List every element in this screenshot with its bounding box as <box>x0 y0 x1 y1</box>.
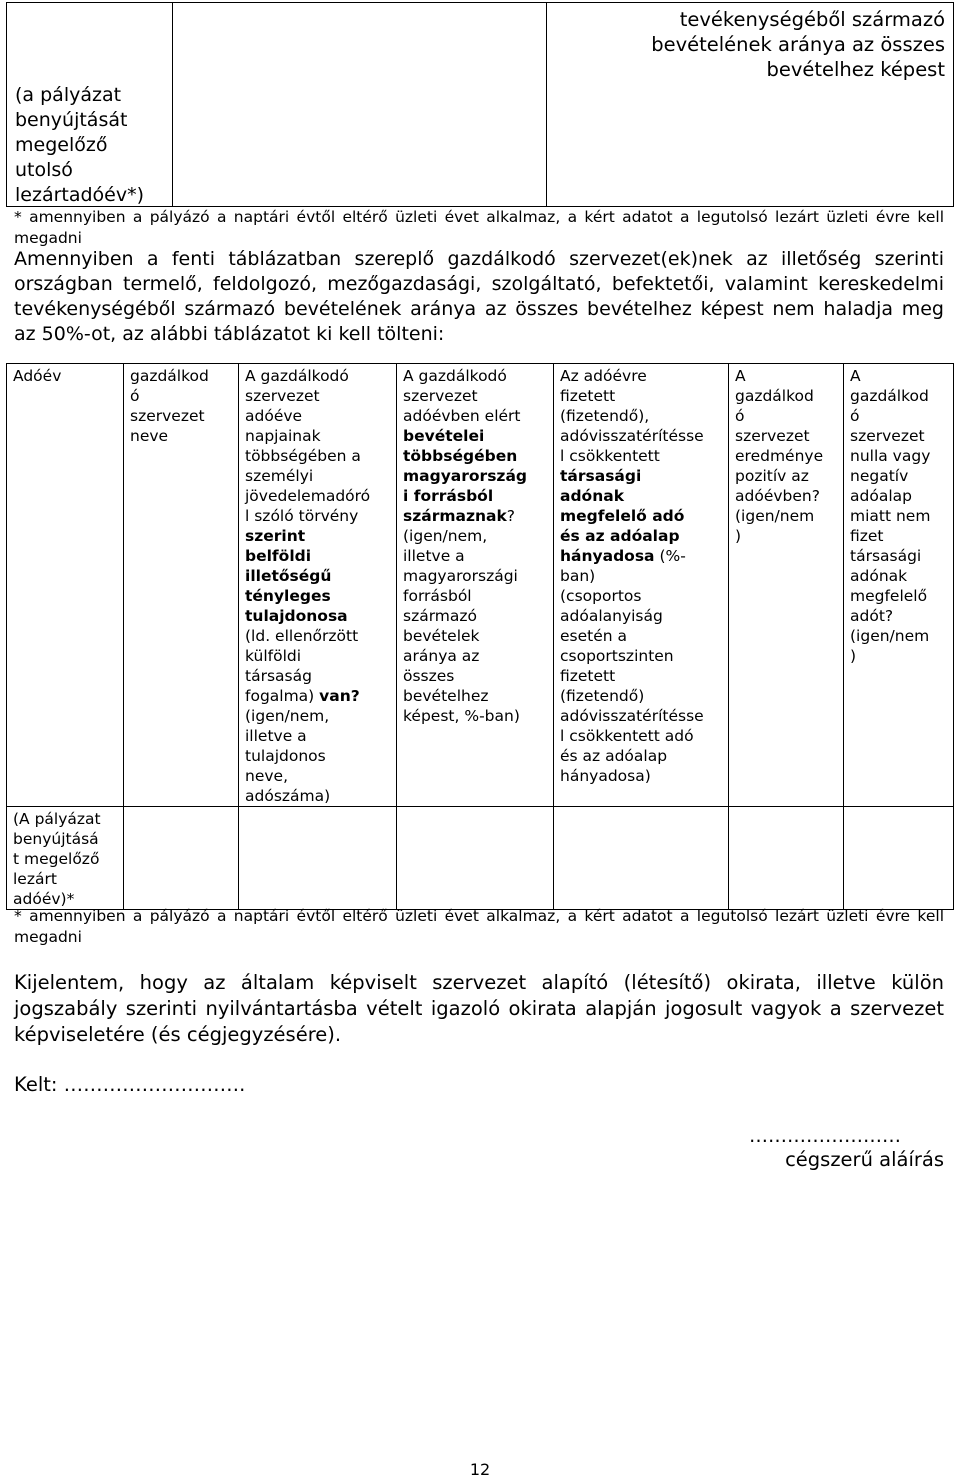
empty-cell <box>554 807 729 910</box>
col-header-tax-ratio <box>554 364 729 807</box>
cell-line: ) <box>850 647 857 665</box>
cell-line: szervezet <box>403 387 478 405</box>
period-label-line: lezártadóév*) <box>15 184 145 206</box>
cell-fragment: (%- <box>654 547 686 565</box>
col-header-income <box>397 364 554 807</box>
cell-line: szervezet <box>850 427 925 445</box>
cell-line: gazdálkod <box>735 387 814 405</box>
cell-line: és az adóalap <box>560 527 680 545</box>
cell-line: i forrásból <box>403 487 494 505</box>
cell-line: személyi <box>245 467 314 485</box>
cell-line: tulajdonosa <box>245 607 348 625</box>
empty-cell <box>729 807 844 910</box>
cell-line: illetve a <box>403 547 465 565</box>
cell-line: A <box>735 367 746 385</box>
period-label-line: megelőző <box>15 134 108 156</box>
cell-line: tulajdonos <box>245 747 326 765</box>
period-label-line: benyújtását <box>15 109 128 131</box>
cell-line: adóéve <box>245 407 303 425</box>
cell-fragment: ? <box>506 507 516 525</box>
cell-line: nulla vagy <box>850 447 931 465</box>
cell-line: fizetett <box>560 667 616 685</box>
cell-line: (fizetendő) <box>560 687 645 705</box>
cell-line: adóalap <box>850 487 912 505</box>
cell-line: eredménye <box>735 447 824 465</box>
cell-line: Az adóévre <box>560 367 647 385</box>
cell-line <box>245 686 392 706</box>
cell-line: és az adóalap <box>560 747 668 765</box>
cell-line: (ld. ellenőrzött <box>245 627 359 645</box>
cell-line: adóévben elért <box>403 407 521 425</box>
empty-cell <box>173 3 547 207</box>
col-header-year <box>7 364 124 807</box>
row-label-cell <box>7 807 124 910</box>
cell-fragment: van? <box>319 687 360 705</box>
cell-line: gazdálkod <box>850 387 929 405</box>
footnote: * amennyiben a pályázó a naptári évtől eltérő üzleti évet alkalmaz, a kért adatot a legutolsó lezárt üzleti évre kell megadni <box>14 907 944 946</box>
cell-line: gazdálkod <box>130 367 209 385</box>
cell-line: esetén a <box>560 627 628 645</box>
cell-line: ó <box>735 407 745 425</box>
col-header-owner <box>239 364 397 807</box>
cell-line: származó <box>403 607 478 625</box>
cell-line: fizetett <box>560 387 616 405</box>
cell-line: lezárt <box>13 870 57 888</box>
period-label-part: pályázat <box>40 84 122 106</box>
cell-line: szervezet <box>735 427 810 445</box>
cell-line: bevételhez <box>403 687 489 705</box>
cell-line: társasági <box>850 547 922 565</box>
empty-cell <box>397 807 554 910</box>
top-table <box>6 2 954 207</box>
cell-line: ó <box>850 407 860 425</box>
cell-line: magyarország <box>403 467 528 485</box>
header-line: tevékenységéből származó <box>679 8 945 31</box>
header-line: bevételének aránya az összes <box>651 33 945 56</box>
page-number: 12 <box>469 1460 491 1479</box>
cell-line <box>403 506 549 526</box>
cell-line: (csoportos <box>560 587 642 605</box>
cell-line <box>560 546 724 566</box>
period-cell <box>7 3 173 207</box>
cell-line: adóév)* <box>13 890 75 908</box>
instruction-paragraph: Amennyiben a fenti táblázatban szereplő gazdálkodó szervezet(ek)nek az illetőség szerinti országban termelő, feldolgozó, mezőgazdasági, szolgáltató, befektetői, valamint kereskedelmi tevékenységéből származó bevételének aránya az összes bevételhez képest nem haladja meg az 50%-ot, az alábbi táblázatot ki kell tölteni: <box>14 248 944 345</box>
cell-line: adóvisszatérítésse <box>560 427 704 445</box>
cell-line: t megelőző <box>13 850 100 868</box>
cell-fragment: származnak <box>403 507 507 525</box>
cell-line: külföldi <box>245 647 302 665</box>
cell-line: összes <box>403 667 455 685</box>
cell-line: (igen/nem, <box>245 707 330 725</box>
ownership-table <box>6 363 954 910</box>
cell-line: neve, <box>245 767 288 785</box>
cell-line: forrásból <box>403 587 472 605</box>
cell-line: adónak <box>560 487 625 505</box>
cell-line: ban) <box>560 567 596 585</box>
cell-line: bevételek <box>403 627 480 645</box>
period-label-part: (a <box>15 84 35 106</box>
cell-line: l csökkentett adó <box>560 727 694 745</box>
signature-label: cégszerű aláírás <box>785 1148 944 1171</box>
cell-line: hányadosa) <box>560 767 651 785</box>
cell-line: csoportszinten <box>560 647 674 665</box>
cell-line: A gazdálkodó <box>245 367 349 385</box>
cell-line: megfelelő <box>850 587 928 605</box>
cell-fragment: hányadosa <box>560 547 655 565</box>
cell-fragment: fogalma) <box>245 687 320 705</box>
cell-line: miatt nem <box>850 507 931 525</box>
cell-line: többségében <box>403 447 518 465</box>
cell-line: (igen/nem <box>850 627 930 645</box>
cell-line: (igen/nem, <box>403 527 488 545</box>
cell-line: képest, %-ban) <box>403 707 520 725</box>
cell-line: fizet <box>850 527 884 545</box>
cell-line: jövedelemadóró <box>245 487 371 505</box>
cell-line: szervezet <box>245 387 320 405</box>
empty-cell <box>844 807 954 910</box>
cell-line: adószáma) <box>245 787 331 805</box>
income-ratio-header <box>547 3 954 207</box>
header-line: bevételhez képest <box>766 58 945 81</box>
table-row <box>7 807 954 910</box>
cell-line: belföldi <box>245 547 312 565</box>
cell-line: adóévben? <box>735 487 820 505</box>
cell-line: (fizetendő), <box>560 407 650 425</box>
col-header-profit <box>729 364 844 807</box>
cell-line: benyújtásá <box>13 830 99 848</box>
cell-line: adót? <box>850 607 894 625</box>
cell-line: (A pályázat <box>13 810 101 828</box>
cell-line: illetve a <box>245 727 307 745</box>
period-label-line: utolsó <box>15 159 73 181</box>
cell-line: megfelelő adó <box>560 507 685 525</box>
cell-line: A <box>850 367 861 385</box>
cell-line: ) <box>735 527 742 545</box>
cell-line: ó <box>130 387 140 405</box>
cell-line: adóalanyiság <box>560 607 663 625</box>
cell-line: l csökkentett <box>560 447 660 465</box>
cell-line: Adóév <box>13 367 62 385</box>
cell-line: illetőségű <box>245 567 332 585</box>
empty-cell <box>124 807 239 910</box>
empty-cell <box>239 807 397 910</box>
cell-line: (igen/nem <box>735 507 815 525</box>
cell-line: magyarországi <box>403 567 518 585</box>
col-header-no-tax <box>844 364 954 807</box>
cell-line: A gazdálkodó <box>403 367 507 385</box>
cell-line: szerint <box>245 527 306 545</box>
cell-line: tényleges <box>245 587 331 605</box>
declaration-paragraph: Kijelentem, hogy az általam képviselt szervezet alapító (létesítő) okirata, illetve külön jogszabály szerinti nyilvántartásba vételt igazoló okirata alapján jogosult vagyok a szervezet képviseletére (és cégjegyzésére). <box>14 971 944 1046</box>
cell-line: társaság <box>245 667 312 685</box>
cell-line: neve <box>130 427 169 445</box>
cell-line: többségében a <box>245 447 361 465</box>
cell-line: aránya az <box>403 647 480 665</box>
footnote: * amennyiben a pályázó a naptári évtől eltérő üzleti évet alkalmaz, a kért adatot a legutolsó lezárt üzleti évre kell megadni <box>14 208 944 247</box>
cell-line: l szóló törvény <box>245 507 359 525</box>
signature-dots: …………………… <box>749 1125 901 1147</box>
cell-line: pozitív az <box>735 467 809 485</box>
cell-line: negatív <box>850 467 909 485</box>
cell-line: adónak <box>850 567 908 585</box>
cell-line: adóvisszatérítésse <box>560 707 704 725</box>
col-header-name <box>124 364 239 807</box>
cell-line: társasági <box>560 467 642 485</box>
cell-line: szervezet <box>130 407 205 425</box>
date-line: Kelt: ………………………. <box>14 1073 246 1096</box>
cell-line: napjainak <box>245 427 321 445</box>
cell-line: bevételei <box>403 427 485 445</box>
